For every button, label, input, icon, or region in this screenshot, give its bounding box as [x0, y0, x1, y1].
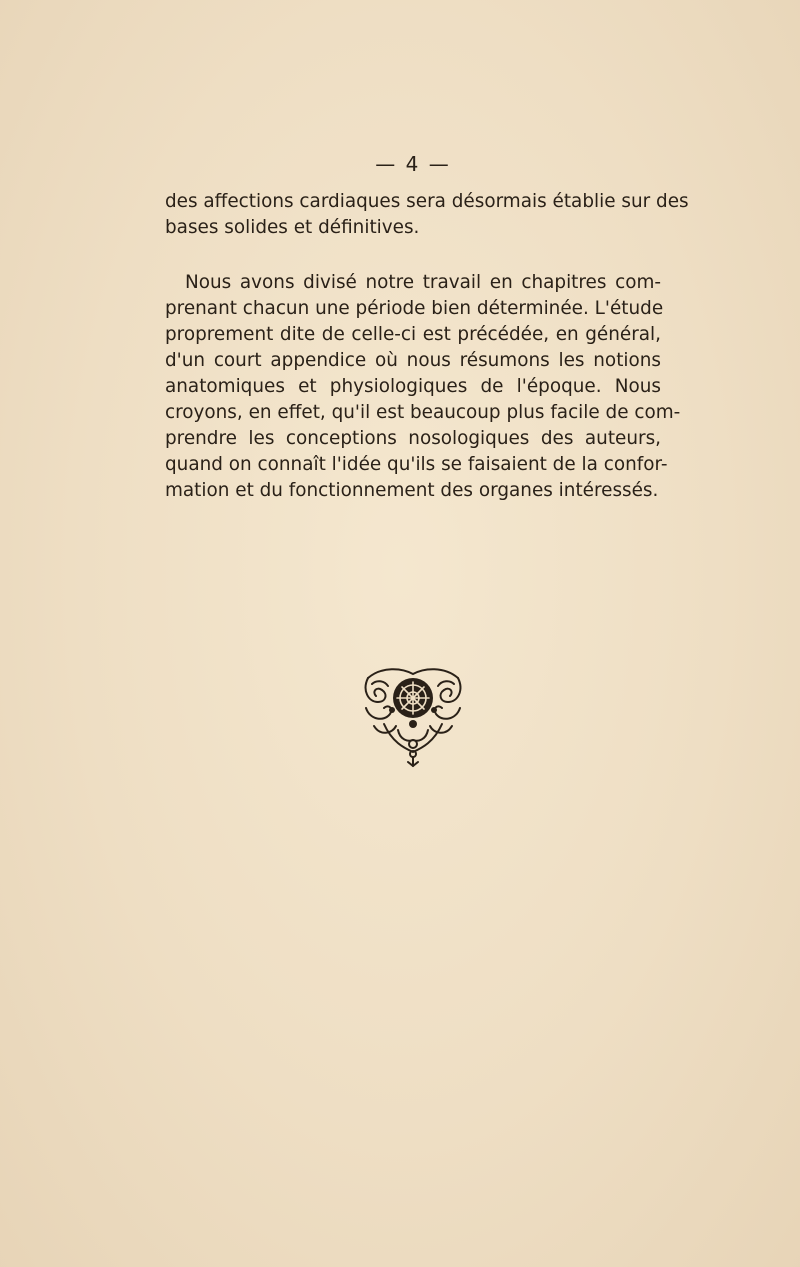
text-line: d'un court appendice où nous résumons les notions	[165, 350, 661, 371]
text-line: quand on connaît l'idée qu'ils se faisaient de la confor-	[165, 454, 668, 475]
text-line: anatomiques et physiologiques de l'époque. Nous	[165, 376, 661, 397]
text-line: des affections cardiaques sera désormais établie sur des	[165, 191, 689, 212]
text-line: Nous avons divisé notre travail en chapitres com-	[185, 272, 661, 293]
text-line: mation et du fonctionnement des organes intéressés.	[165, 480, 659, 501]
text-line: croyons, en effet, qu'il est beaucoup plus facile de com-	[165, 402, 681, 423]
text-line: prendre les conceptions nosologiques des auteurs,	[165, 428, 661, 449]
paragraph-2	[165, 270, 681, 504]
floral-vignette-icon	[362, 664, 464, 768]
text-line: bases solides et définitives.	[165, 217, 420, 238]
text-line: proprement dite de celle-ci est précédée, en général,	[165, 324, 661, 345]
text-line: prenant chacun une période bien déterminée. L'étude	[165, 298, 664, 319]
paragraph-1	[165, 189, 689, 241]
page-number: — 4 —	[375, 152, 451, 176]
